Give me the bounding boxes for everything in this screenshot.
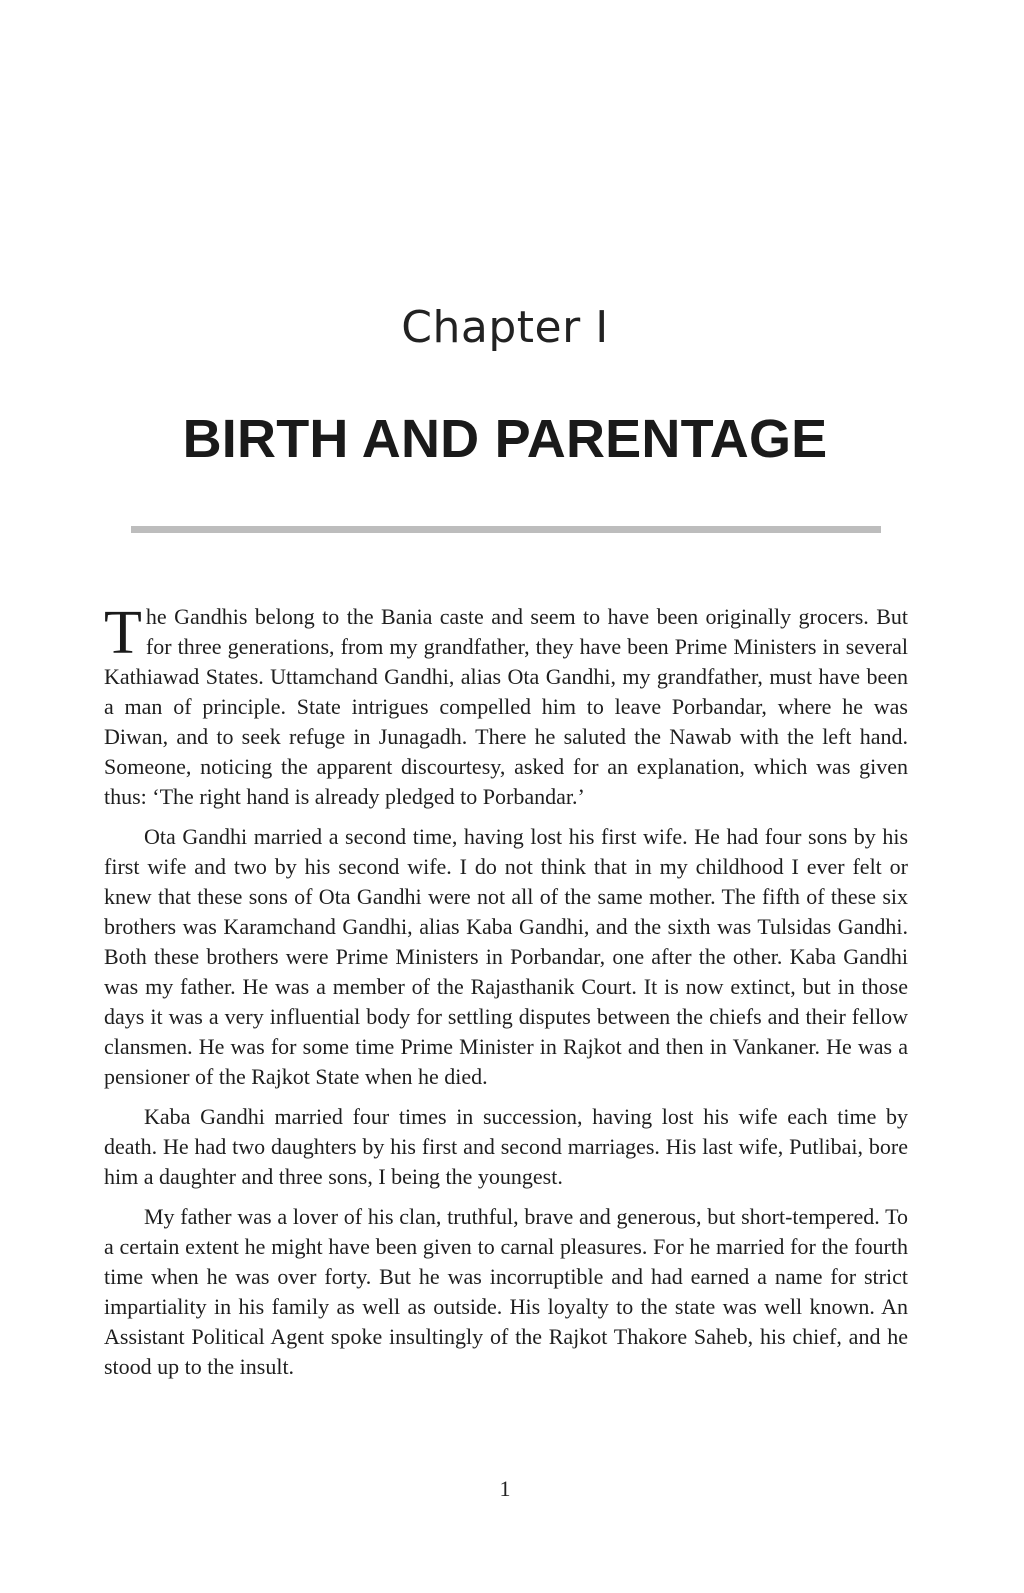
drop-cap: T — [104, 599, 142, 667]
paragraph-4: My father was a lover of his clan, truthful, brave and generous, but short-tempered. To a certain extent he might have been given to carnal pleasures. For he married for the fourth time when he was over forty. But he was incorruptible and had earned a name for strict impartiality in his family as well as outside. His loyalty to the state was well known. An Assistant Political Agent spoke insultingly of the Rajkot Thakore Saheb, his chief, and he stood up to the insult. — [104, 1204, 908, 1379]
paragraph-1-text: he Gandhis belong to the Bania caste and seem to have been originally grocers. But for three generations, from my grandfather, they have been Prime Ministers in several Kathiawad States. Uttamchand Gandhi, alias Ota Gandhi, my grandfather, must have been a man of principle. State intrigues compelled him to leave Porbandar, where he was Diwan, and to seek refuge in Junagadh. There he saluted the Nawab with the left hand. Someone, noticing the apparent discourtesy, asked for an explanation, which was given thus: ‘The right hand is already pledged to Porbandar.’ — [104, 604, 908, 809]
chapter-body — [104, 599, 908, 1392]
page-number: 1 — [499, 1476, 511, 1501]
chapter-label: Chapter I — [401, 302, 609, 353]
paragraph-2: Ota Gandhi married a second time, having lost his first wife. He had four sons by his first wife and two by his second wife. I do not think that in my childhood I ever felt or knew that these sons of Ota Gandhi were not all of the same mother. The fifth of these six brothers was Karamchand Gandhi, alias Kaba Gandhi, and the sixth was Tulsidas Gandhi. Both these brothers were Prime Ministers in Porbandar, one after the other. Kaba Gandhi was my father. He was a member of the Rajasthanik Court. It is now extinct, but in those days it was a very influential body for settling disputes between the chiefs and their fellow clansmen. He was for some time Prime Minister in Rajkot and then in Vankaner. He was a pensioner of the Rajkot State when he died. — [104, 824, 908, 1089]
title-divider — [131, 526, 881, 533]
paragraph-1 — [104, 599, 908, 812]
chapter-title: BIRTH AND PARENTAGE — [182, 409, 828, 469]
paragraph-3: Kaba Gandhi married four times in succession, having lost his wife each time by death. He had two daughters by his first and second marriages. His last wife, Putlibai, bore him a daughter and three sons, I being the youngest. — [104, 1104, 908, 1189]
